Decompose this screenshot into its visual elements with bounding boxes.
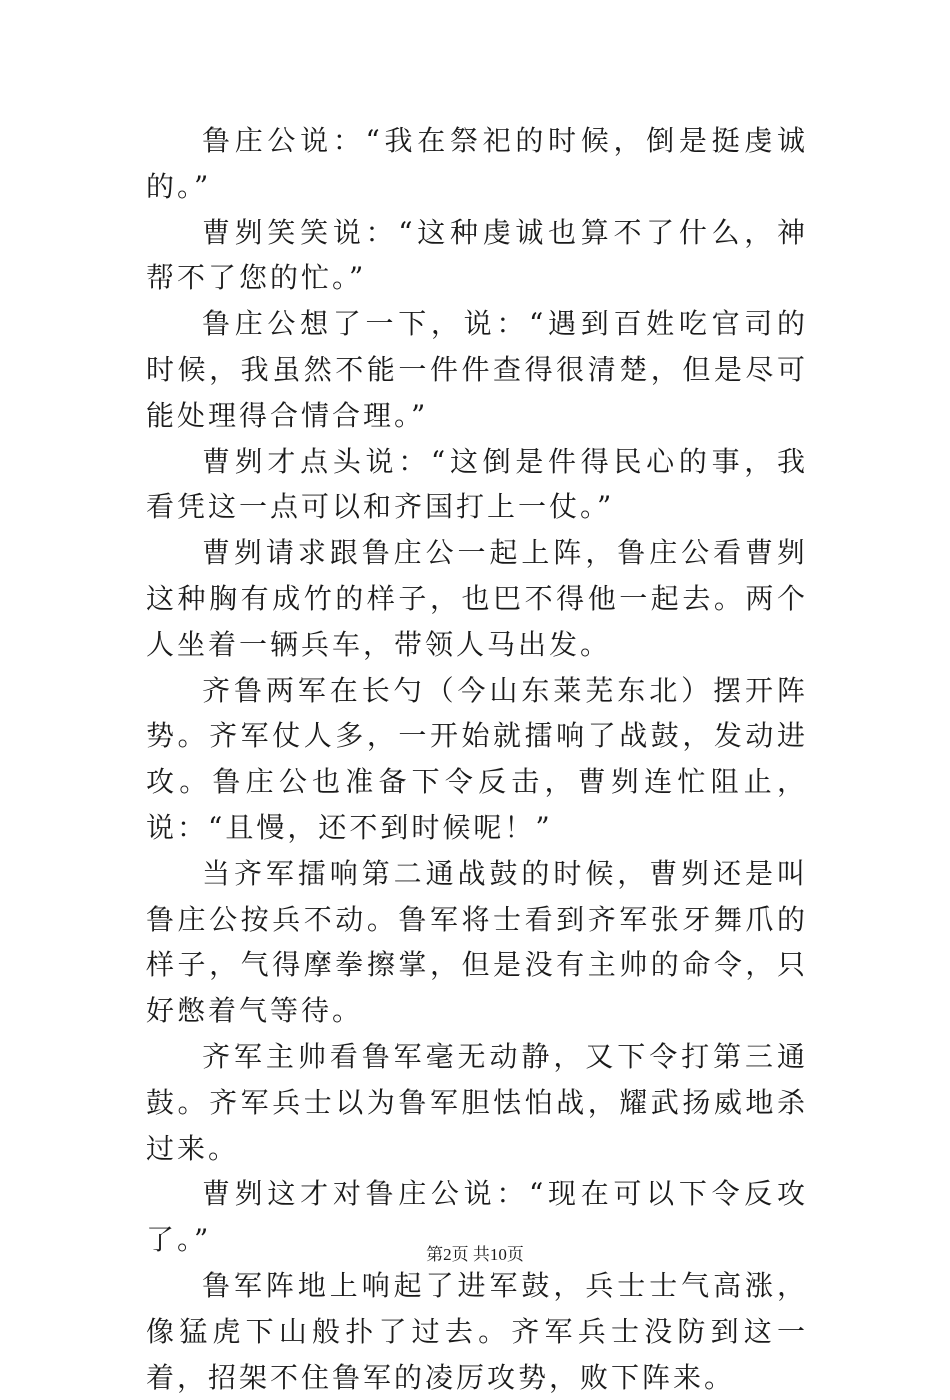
page-footer: 第2页 共10页 <box>426 1245 524 1264</box>
paragraph: 当齐军擂响第二通战鼓的时候，曹刿还是叫鲁庄公按兵不动。鲁军将士看到齐军张牙舞爪的样子，气得摩拳擦掌，但是没有主帅的命令，只好憋着气等待。 <box>146 856 808 1028</box>
paragraph: 曹刿才点头说：“这倒是件得民心的事，我看凭这一点可以和齐国打上一仗。” <box>146 444 808 524</box>
paragraph: 曹刿这才对鲁庄公说：“现在可以下令反攻了。” <box>146 1177 808 1257</box>
paragraph: 曹刿笑笑说：“这种虔诚也算不了什么，神帮不了您的忙。” <box>146 215 808 295</box>
paragraph: 齐鲁两军在长勺（今山东莱芜东北）摆开阵势。齐军仗人多，一开始就擂响了战鼓，发动进攻。鲁庄公也准备下令反击，曹刿连忙阻止，说：“且慢，还不到时候呢！” <box>146 673 808 844</box>
document-body <box>146 118 808 1400</box>
paragraph: 鲁军阵地上响起了进军鼓，兵士士气高涨，像猛虎下山般扑了过去。齐军兵士没防到这一着，招架不住鲁军的凌厉攻势，败下阵来。 <box>146 1268 808 1394</box>
paragraph: 曹刿请求跟鲁庄公一起上阵，鲁庄公看曹刿这种胸有成竹的样子，也巴不得他一起去。两个人坐着一辆兵车，带领人马出发。 <box>146 536 808 661</box>
paragraph: 鲁庄公想了一下，说：“遇到百姓吃官司的时候，我虽然不能一件件查得很清楚，但是尽可能处理得合情合理。” <box>146 307 808 432</box>
paragraph: 鲁庄公说：“我在祭祀的时候，倒是挺虔诚的。” <box>146 124 808 203</box>
paragraph: 齐军主帅看鲁军毫无动静，又下令打第三通鼓。齐军兵士以为鲁军胆怯怕战，耀武扬威地杀过来。 <box>146 1039 808 1165</box>
